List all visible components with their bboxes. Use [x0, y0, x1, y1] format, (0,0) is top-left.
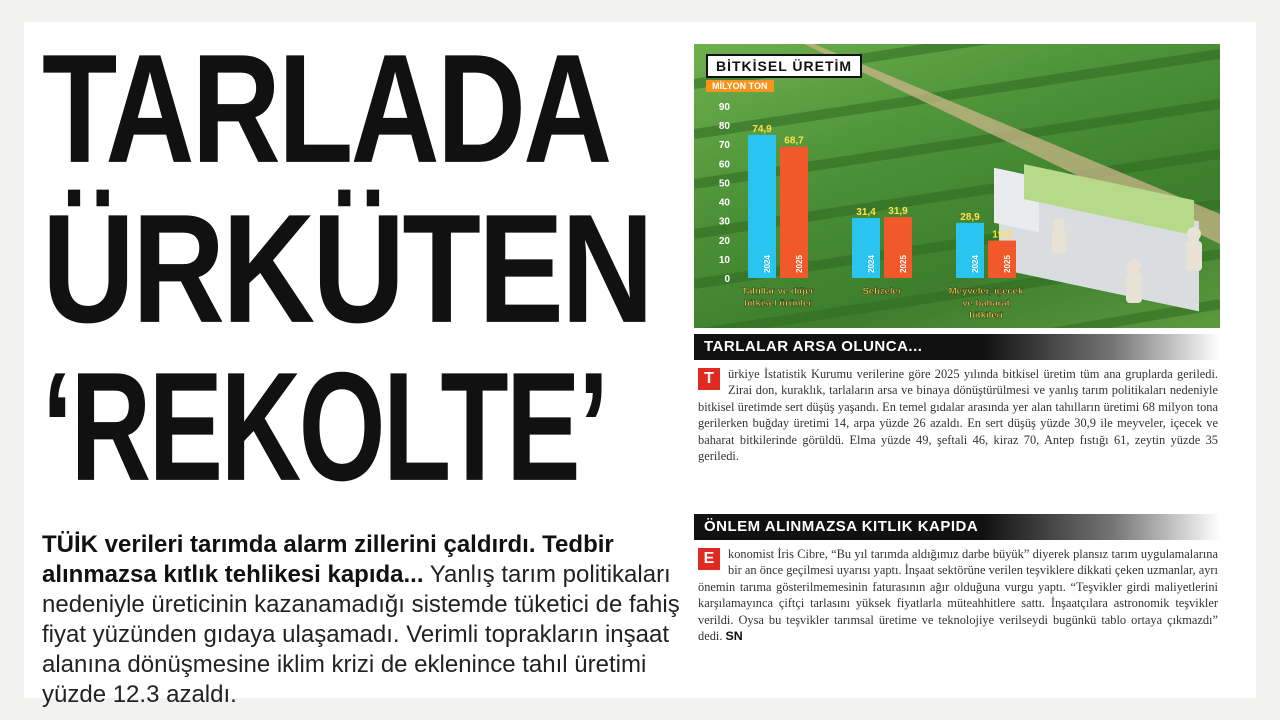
headline-line-1: TARLADA	[42, 22, 610, 196]
category-label: bitkisel ürünler	[743, 298, 813, 309]
category-label: Sebzeler	[862, 286, 902, 297]
headline-line-3: ‘REKOLTE’	[42, 340, 607, 514]
bar-year-label: 2024	[763, 255, 772, 273]
section-text-1: ürkiye İstatistik Kurumu verilerine göre 2025 yılında bitkisel üretim tüm ana gruplarda geriledi. Zirai don, kuraklık, tarlaların arsa ve binaya dönüştürülmesi ve yanlış tarım politikaları nedeniyle bitkisel üretimde sert düşüş yaşandı. En temel gıdalar arasında yer alan tahılların üretimi 68 milyon tona gerilerken buğday üretimi 14, arpa yüzde 26 azaldı. En sert düşüş yüzde 30,9 ile meyveler, içecek ve baharat bitkilerinde görüldü. Elma yüzde 49, şeftali 46, kiraz 70, Antep fıstığı 61, zeytin yüzde 35 geriledi.	[698, 367, 1218, 464]
lead-paragraph	[42, 530, 682, 710]
section-body-2	[698, 546, 1218, 644]
bar-data-label: 68,7	[784, 135, 804, 147]
y-tick-label: 80	[718, 121, 730, 133]
bar-year-label: 2024	[971, 255, 980, 273]
y-tick-label: 0	[724, 274, 730, 285]
chart-title: BİTKİSEL ÜRETİM	[706, 54, 862, 78]
newspaper-page	[24, 22, 1256, 708]
lead-bold: TÜİK verileri tarımda alarm zillerini çaldırdı. Tedbir alınmazsa kıtlık tehlikesi kapıda...	[42, 531, 614, 588]
section-heading-1: TARLALAR ARSA OLUNCA...	[694, 334, 1220, 360]
author-signature: SN	[725, 629, 743, 644]
y-tick-label: 30	[718, 216, 730, 228]
bar-year-label: 2025	[899, 255, 908, 273]
dropcap-1: T	[698, 368, 720, 390]
bar-year-label: 2025	[795, 255, 804, 273]
section-body-1	[698, 366, 1218, 464]
category-label: bitkileri	[969, 310, 1003, 321]
field-photo	[694, 44, 1220, 328]
y-tick-label: 10	[718, 254, 730, 266]
y-tick-label: 90	[718, 102, 730, 113]
category-label: Meyveler, içecek	[948, 286, 1024, 297]
category-label: Tahıllar ve diğer	[741, 286, 815, 297]
chart-unit: MİLYON TON	[706, 80, 774, 92]
bar-data-label: 31,4	[856, 206, 876, 218]
headline	[42, 22, 682, 514]
y-tick-label: 20	[718, 235, 730, 247]
y-tick-label: 70	[718, 140, 730, 152]
bar-data-label: 31,9	[888, 206, 908, 218]
bar-year-label: 2025	[1003, 255, 1012, 273]
y-tick-label: 40	[718, 197, 730, 209]
left-column	[42, 22, 682, 708]
headline-line-2: ÜRKÜTEN	[42, 182, 652, 356]
dropcap-2: E	[698, 548, 720, 570]
y-tick-label: 60	[718, 159, 730, 171]
bar-data-label: 19,6	[992, 229, 1012, 241]
bar-year-label: 2024	[867, 255, 876, 273]
bar-data-label: 74,9	[752, 123, 772, 135]
category-label: ve baharat	[962, 298, 1010, 309]
lead-text: Yanlış tarım politikaları nedeniyle üreticinin kazanamadığı sistemde tüketici de fahiş fiyat yüzünden gıdaya ulaşamadı. Verimli toprakların inşaat alanına dönüşmesine iklim krizi de eklenince tahıl üretimi yüzde 12.3 azaldı.	[42, 561, 680, 708]
y-tick-label: 50	[718, 178, 730, 190]
bar-data-label: 28,9	[960, 211, 980, 223]
section-heading-2: ÖNLEM ALINMAZSA KITLIK KAPIDA	[694, 514, 1220, 540]
section-text-2: konomist İris Cibre, “Bu yıl tarımda aldığımız darbe büyük” diyerek plansız tarım uygulamalarına bir an önce geçilmesi uyarısı yaptı. İnşaat sektörüne verilen teşviklere dikkati çeken uzmanlar, ayrı önemin tarıma gösterilmemesinin faturasının ağır olduğuna vurgu yaptı. “Teşvikler girdi maliyetlerini karşılamayınca çiftçi tarlasını yüksek fiyatlarla müteahhitlere sattı. İnşaatçılara astronomik teşvikler verildi. Oysa bu teşvikler tarımsal üretime ve teknolojiye verilseydi bugünkü tablo ortaya çıkmazdı” dedi.	[698, 547, 1218, 644]
